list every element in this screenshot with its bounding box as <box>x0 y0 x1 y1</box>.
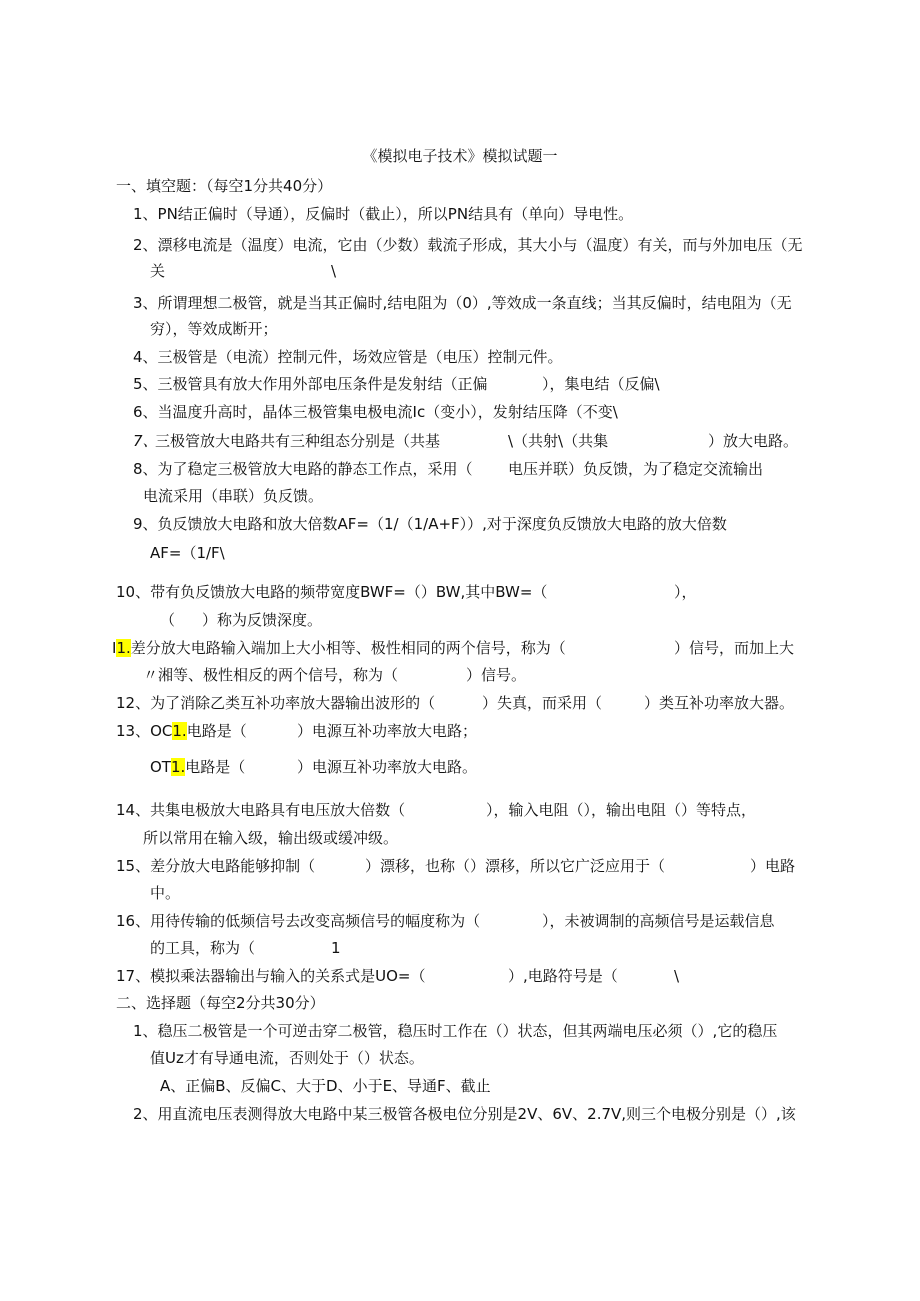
question-9-line-1: 9、负反馈放大电路和放大倍数AF=（1/（1/A+F））,对于深度负反馈放大电路的放大倍数 <box>133 515 727 533</box>
question-9-line-2: AF=（1/F\ <box>150 544 225 562</box>
question-11-line-2-part-1: 〃湘等、极性相反的两个信号，称为（ <box>143 666 399 684</box>
question-11-line-2-part-2: ）信号。 <box>466 666 527 684</box>
question-8-part-2: 电压并联）负反馈，为了稳定交流输出 <box>508 460 764 478</box>
choice-question-1-options: A、正偏B、反偏C、大于D、小于E、导通F、截止 <box>160 1077 491 1095</box>
question-12-part-1: 12、为了消除乙类互补功率放大器输出波形的（ <box>116 694 436 712</box>
question-16-line-2-end: 1 <box>331 939 341 957</box>
question-6: 6、当温度升高时，晶体三极管集电极电流Ic（变小），发射结压降（不变\ <box>133 403 618 421</box>
question-12-part-2: ）失真，而采用（ <box>482 694 603 712</box>
question-13b-prefix: OT <box>150 758 171 776</box>
question-13-part-2: ）电源互补功率放大电路； <box>297 722 478 740</box>
question-13-prefix: 13、OC <box>116 722 173 740</box>
question-5-part-2: ），集电结（反偏\ <box>542 375 660 393</box>
question-7-part-2: \（共射\（共集 <box>508 432 609 450</box>
question-15-part-1: 15、差分放大电路能够抑制（ <box>116 857 316 875</box>
question-17-part-1: 17、模拟乘法器输出与输入的关系式是UO=（ <box>116 967 426 985</box>
question-16-part-2: ），未被调制的高频信号是运载信息 <box>542 912 775 930</box>
question-14-line-2: 所以常用在输入级，输出级或缓冲级。 <box>143 829 399 847</box>
highlight-mark: 1. <box>170 758 186 776</box>
question-17-part-2: ）,电路符号是（ <box>508 967 618 985</box>
question-4: 4、三极管是（电流）控制元件，场效应管是（电压）控制元件。 <box>133 348 563 366</box>
question-5-part-1: 5、三极管具有放大作用外部电压条件是发射结（正偏 <box>133 375 488 393</box>
question-11-line-1 <box>112 638 566 658</box>
question-8-line-2: 电流采用（串联）负反馈。 <box>143 487 324 505</box>
highlight-mark: 1. <box>172 722 187 740</box>
section-choice-heading: 二、选择题（每空2分共30分） <box>116 994 325 1012</box>
question-13b-part-2: ）电源互补功率放大电路。 <box>297 758 478 776</box>
question-12-part-3: ）类互补功率放大器。 <box>644 694 795 712</box>
question-10-part-2: ）， <box>674 583 697 601</box>
highlight-mark: 1. <box>116 639 131 657</box>
question-3-line-1: 3、所谓理想二极管，就是当其正偏时,结电阻为（0）,等效成一条直线；当其反偏时，结电阻为（无 <box>133 294 792 312</box>
question-2-line-2: 关 <box>150 262 166 280</box>
question-13-line-2 <box>150 757 245 777</box>
question-17-part-3: \ <box>674 967 680 985</box>
question-11-part-1: 差分放大电路输入端加上大小相等、极性相同的两个信号，称为（ <box>130 639 566 657</box>
question-10-part-1: 10、带有负反馈放大电路的频带宽度BWF=（）BW,其中BW=（ <box>116 583 548 601</box>
question-8-part-1: 8、为了稳定三极管放大电路的静态工作点，采用（ <box>133 460 473 478</box>
question-7-part-1: 三极管放大电路共有三种组态分别是（共基 <box>155 432 441 450</box>
choice-question-1-line-2: 值Uz才有导通电流，否则处于（）状态。 <box>150 1049 424 1067</box>
question-10-line-2: ）称为反馈深度。 <box>202 611 323 629</box>
question-14-part-1: 14、共集电极放大电路具有电压放大倍数（ <box>116 801 406 819</box>
question-15-part-3: ）电路 <box>750 857 796 875</box>
question-1: 1、PN结正偏时（导通），反偏时（截止），所以PN结具有（单向）导电性。 <box>133 205 634 223</box>
choice-question-1-line-1: 1、稳压二极管是一个可逆击穿二极管，稳压时工作在（）状态，但其两端电压必须（）,它的稳压 <box>133 1022 778 1040</box>
choice-question-2: 2、用直流电压表测得放大电路中某三极管各极电位分别是2V、6V、2.7V,则三个电极分别是（）,该 <box>133 1105 796 1123</box>
question-16-line-2: 的工具，称为（ <box>150 939 256 957</box>
page-title: 《模拟电子技术》模拟试题一 <box>362 147 558 165</box>
question-10-line-2-open: （ <box>160 611 176 629</box>
question-15-part-2: ）漂移，也称（）漂移，所以它广泛应用于（ <box>365 857 666 875</box>
question-7-number: 7、 <box>133 432 158 450</box>
question-11-prefix: I <box>112 639 117 657</box>
question-13-line-1 <box>116 721 247 741</box>
question-2-line-2-mark: \ <box>331 262 337 280</box>
question-15-line-2: 中。 <box>150 884 181 902</box>
question-13b-part-1: 电路是（ <box>185 758 246 776</box>
question-14-part-2: ），输入电阻（），输出电阻（）等特点， <box>486 801 757 819</box>
question-11-part-2: ）信号，而加上大 <box>674 639 795 657</box>
question-2-line-1: 2、漂移电流是（温度）电流，它由（少数）载流子形成，其大小与（温度）有关，而与外加电压（无 <box>133 236 803 254</box>
question-7-part-3: ）放大电路。 <box>708 432 799 450</box>
question-16-part-1: 16、用待传输的低频信号去改变高频信号的幅度称为（ <box>116 912 481 930</box>
question-13-part-1: 电路是（ <box>186 722 247 740</box>
question-3-line-2: 穷），等效成断开； <box>150 320 278 338</box>
section-fill-blank-heading: 一、填空题：（每空1分共40分） <box>116 177 333 195</box>
